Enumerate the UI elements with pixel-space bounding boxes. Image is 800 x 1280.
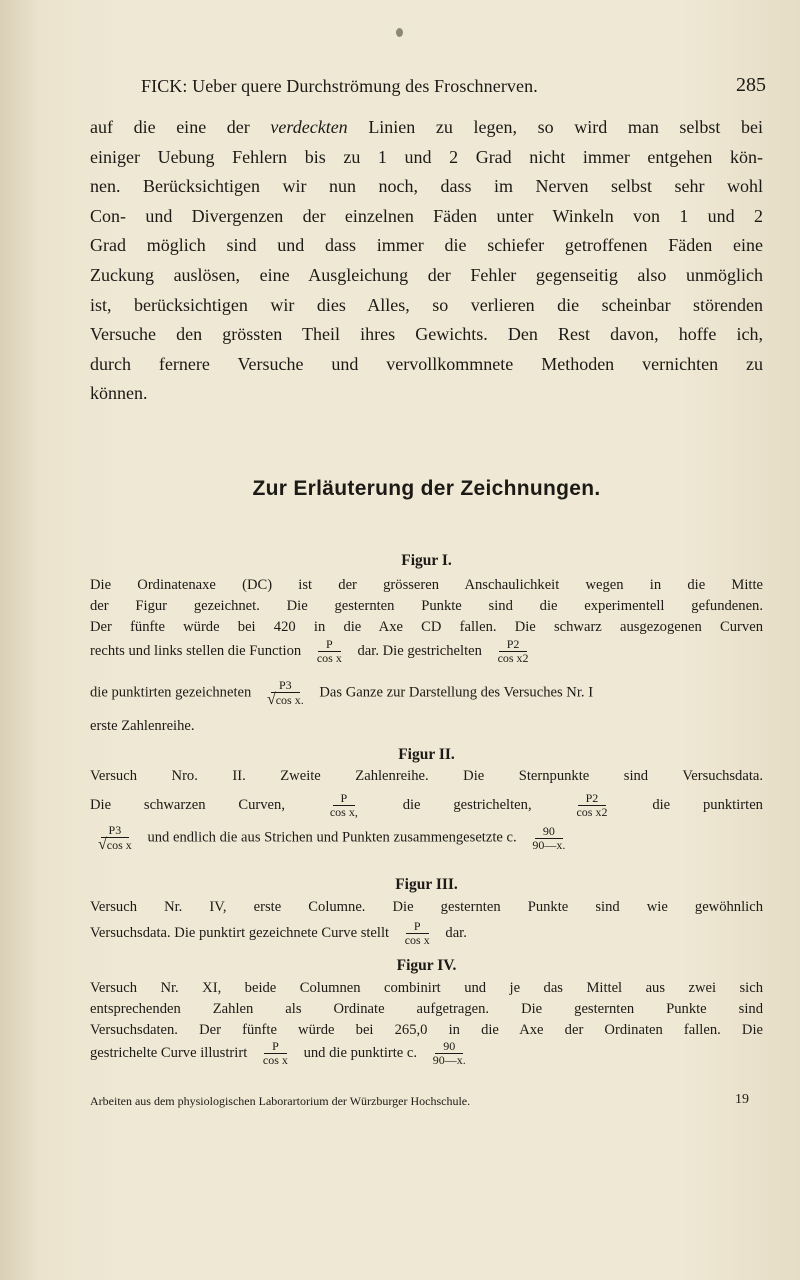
footer-note: Arbeiten aus dem physiologischen Laborartorium der Würzburger Hochschule.	[90, 1094, 471, 1108]
figure-4-line: Versuch Nr. XI, beide Columnen combinirt und je das Mittel aus zwei sich	[90, 980, 763, 996]
body-line: Zuckung auslösen, eine Ausgleichung der Fehler gegenseitig also unmöglich	[90, 264, 763, 285]
figure-2-title: Figur II.	[398, 746, 455, 763]
figure-2-line: Die schwarzen Curven, $\frac{P}{\text{cos x,}}$ die gestrichelten, $\frac{P2}{\text{cos x2}}$ die punktirten	[90, 791, 763, 819]
figure-1-line: Der fünfte würde bei 420 in die Axe CD fallen. Die schwarz ausgezogenen Curven	[90, 619, 763, 635]
fraction-p-over-cosx: $\frac{P}{\text{cos x}}$	[316, 637, 342, 665]
body-paragraph	[90, 113, 763, 409]
body-line: durch fernere Versuche und vervollkommnete Methoden vernichten zu	[90, 353, 763, 374]
fraction-p3-over-sqrt-cosx: $\frac{P3}{\text{√cos x.}}$	[266, 678, 304, 708]
figure-1-line: der Figur gezeichnet. Die gesternten Punkte sind die experimentell gefundenen.	[90, 598, 763, 614]
figure-4-title: Figur IV.	[396, 957, 457, 974]
figure-3-line: Versuch Nr. IV, erste Columne. Die gesternten Punkte sind wie gewöhnlich	[90, 899, 763, 915]
figure-1-line: Die Ordinatenaxe (DC) ist der grösseren Anschaulichkeit wegen in die Mitte	[90, 577, 763, 593]
body-line: einiger Uebung Fehlern bis zu 1 und 2 Grad nicht immer entgehen kön-	[90, 146, 763, 167]
fraction-90-over-90-minus-x: $\frac{90}{90—x.}$	[432, 1039, 466, 1067]
body-line: ist, berücksichtigen wir dies Alles, so verlieren die scheinbar störenden	[90, 294, 763, 315]
figure-2-line: $\frac{P3}{\text{√cos x}}$ und endlich die aus Strichen und Punkten zusammengesetzte c. $\frac{90}{90—x.}$	[90, 824, 763, 852]
figure-2-line: Versuch Nro. II. Zweite Zahlenreihe. Die Sternpunkte sind Versuchsdata.	[90, 768, 763, 784]
fraction-90-over-90-minus-x: $\frac{90}{90—x.}$	[532, 823, 566, 852]
body-line: Versuche den grössten Theil ihres Gewichts. Den Rest davon, hoffe ich,	[90, 324, 763, 345]
fraction-p2-over-cosx2: $\frac{P2}{\text{cos x2}}$	[576, 791, 608, 819]
page-number: 285	[736, 74, 766, 96]
figure-1-line: die punktirten gezeichneten $\frac{P3}{\text{√cos x.}}$ Das Ganze zur Darstellung des Versuches Nr. I	[90, 678, 594, 708]
body-line: Grad möglich sind und dass immer die schiefer getroffenen Fäden eine	[90, 235, 763, 256]
section-title: Zur Erläuterung der Zeichnungen.	[252, 477, 601, 500]
fraction-p2-over-cosx2: $\frac{P2}{\text{cos x2}}$	[497, 637, 529, 665]
signature-mark: 19	[735, 1092, 749, 1107]
figure-1-line: erste Zahlenreihe.	[90, 718, 195, 734]
figure-4-line: entsprechenden Zahlen als Ordinate aufgetragen. Die gesternten Punkte sind	[90, 1001, 763, 1017]
fraction-p-over-cosx: $\frac{P}{\text{cos x,}}$	[329, 791, 358, 819]
header-title: FICK: Ueber quere Durchströmung des Froschnerven.	[141, 76, 538, 96]
figure-1-line: rechts und links stellen die Function $\frac{P}{\text{cos x}}$ dar. Die gestrichelten $\frac{P2}{\text{cos x2}}$	[90, 638, 763, 665]
body-line: können.	[90, 383, 148, 404]
fraction-p3-over-sqrt-cosx: $\frac{P3}{\text{√cos x}}$	[98, 823, 132, 853]
fraction-p-over-cosx: $\frac{P}{\text{cos x}}$	[262, 1039, 288, 1067]
figure-4-line: gestrichelte Curve illustrirt $\frac{P}{\text{cos x}}$ und die punktirte c. $\frac{90}{90—x.}$	[90, 1040, 763, 1067]
fraction-p-over-cosx: $\frac{P}{\text{cos x}}$	[404, 919, 430, 947]
ink-spot	[396, 28, 403, 37]
body-line: auf die eine der verdeckten Linien zu legen, so wird man selbst bei	[90, 117, 764, 137]
body-line: nen. Berücksichtigen wir nun noch, dass im Nerven selbst sehr wohl	[90, 176, 763, 197]
running-header	[86, 76, 776, 102]
body-line: Con- und Divergenzen der einzelnen Fäden unter Winkeln von 1 und 2	[90, 205, 763, 226]
figure-1-title: Figur I.	[401, 552, 452, 569]
figure-3-line: Versuchsdata. Die punktirt gezeichnete Curve stellt $\frac{P}{\text{cos x}}$ dar.	[90, 919, 467, 947]
figure-3-title: Figur III.	[395, 876, 458, 893]
figure-4-line: Versuchsdaten. Der fünfte würde bei 265,0 in die Axe der Ordinaten fallen. Die	[90, 1022, 763, 1038]
